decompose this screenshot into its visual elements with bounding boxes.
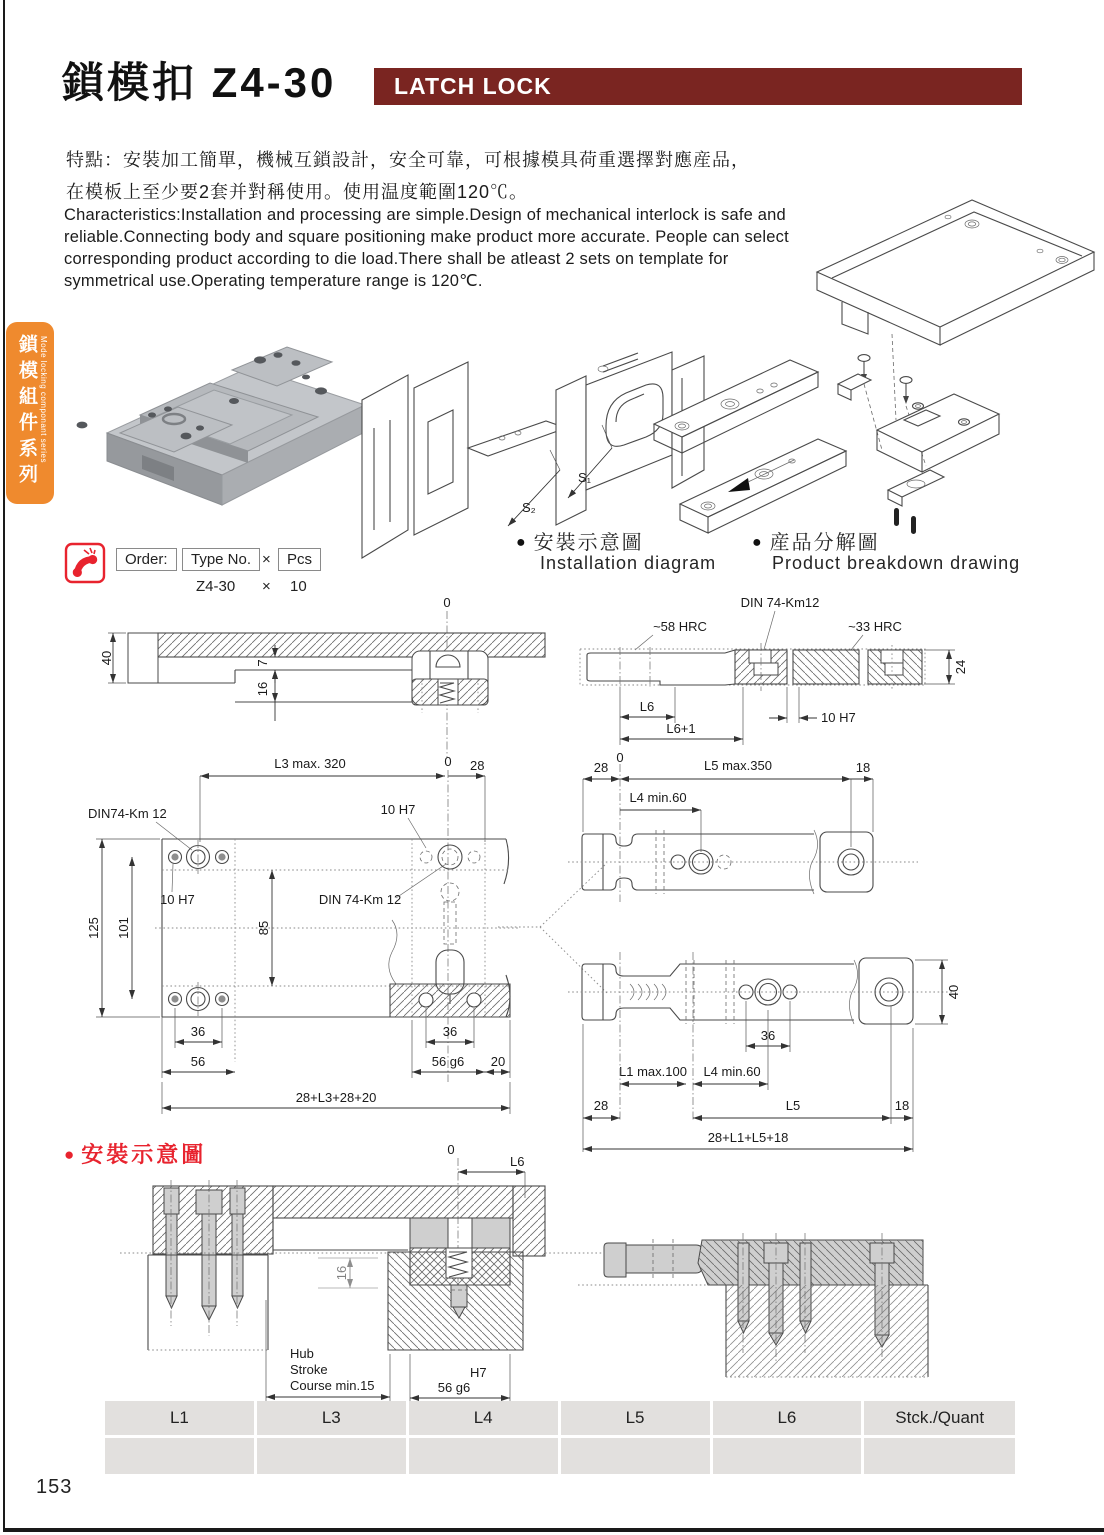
hole-cluster-bottom <box>169 982 229 1016</box>
svg-text:56 g6: 56 g6 <box>431 1054 465 1069</box>
svg-text:56 g6: 56 g6 <box>437 1380 471 1395</box>
phone-icon <box>64 542 106 584</box>
svg-text:101: 101 <box>116 917 131 939</box>
banner-latch-lock: LATCH LOCK <box>374 68 1022 105</box>
svg-text:28: 28 <box>593 760 609 775</box>
svg-text:10 H7: 10 H7 <box>380 802 416 817</box>
svg-text:10 H7: 10 H7 <box>160 892 195 907</box>
latch-lock-photo <box>77 347 366 505</box>
size-table-empty-row <box>105 1438 1015 1474</box>
page-bottom-rule <box>3 1528 1104 1532</box>
svg-text:36: 36 <box>760 1028 776 1043</box>
svg-text:28: 28 <box>470 758 485 773</box>
size-table <box>102 1398 1018 1477</box>
hatched-block2 <box>793 650 859 684</box>
sidebar-series-cn: 鎖模組件系列 <box>16 334 37 490</box>
svg-text:24: 24 <box>953 659 968 675</box>
bullet-icon: ● <box>64 1145 78 1164</box>
exploded-body <box>877 394 999 534</box>
col-l1: L1 <box>105 1401 254 1435</box>
svg-text:0: 0 <box>447 1142 455 1157</box>
caption-breakdown-cn: ● 産品分解圖 <box>752 532 880 554</box>
dim-b-l6 <box>620 687 675 723</box>
svg-text:L4 min.60: L4 min.60 <box>703 1064 761 1079</box>
labels-c <box>88 802 446 907</box>
svg-text:40: 40 <box>99 650 114 666</box>
col-l5: L5 <box>561 1401 710 1435</box>
page-title: 鎖模扣 Z4-30 <box>62 59 337 106</box>
bar-e <box>568 958 953 1024</box>
characteristics-en: Characteristics:Installation and processing are simple.Design of mechanical interlock is safe and reliable.Connecting body and square positioning make product more accurate. People can select corresponding product according to die load.There shall be atleast 2 sets on template for symmetrical use.Operating temperature range is 120℃. <box>64 206 789 290</box>
drawing-plan-left <box>60 752 565 1157</box>
type-no-label: Type No. <box>182 548 260 571</box>
lower-blocks <box>120 1252 603 1350</box>
lower-block-right <box>726 1285 928 1377</box>
caption-breakdown-en: Product breakdown drawing <box>772 553 1021 573</box>
drawing-plate-section <box>100 595 555 770</box>
times-sign: × <box>262 551 271 568</box>
product-photo <box>82 315 387 525</box>
hatched-block1 <box>735 643 787 691</box>
dim-e-total <box>583 1130 913 1149</box>
svg-text:H7: H7 <box>470 1365 487 1380</box>
latch-pocket <box>412 651 488 713</box>
dim-c-20 <box>485 1020 510 1078</box>
drawing-install-right <box>578 1185 1083 1400</box>
col-stock: Stck./Quant <box>864 1401 1015 1435</box>
pcs-value: 10 <box>290 578 307 595</box>
dim-c-85 <box>256 870 272 986</box>
page-left-rule <box>3 0 5 1531</box>
label-hrc58: ~58 HRC <box>653 619 707 634</box>
plate-outline <box>155 839 520 1062</box>
drawing-bar-section <box>565 593 1104 770</box>
svg-text:16: 16 <box>255 681 270 697</box>
svg-text:36: 36 <box>190 1024 206 1039</box>
svg-text:56: 56 <box>190 1054 206 1069</box>
caption-install-en: Installation diagram <box>540 553 717 573</box>
dim-c-total <box>162 1082 510 1114</box>
svg-text:7: 7 <box>255 659 270 667</box>
label-din: DIN 74-Km12 <box>740 595 820 610</box>
svg-text:28+L3+28+20: 28+L3+28+20 <box>295 1090 377 1105</box>
size-table-header-row <box>105 1401 1015 1435</box>
svg-text:28: 28 <box>593 1098 609 1113</box>
bullet-icon: ● <box>752 534 764 551</box>
order-label: Order: <box>116 548 177 571</box>
bar-profile <box>587 647 735 687</box>
svg-text:85: 85 <box>256 920 271 936</box>
dim-c-36-left <box>175 1008 222 1048</box>
svg-text:0: 0 <box>616 750 624 765</box>
dim-f-16 <box>318 1258 378 1288</box>
svg-text:L6: L6 <box>639 699 655 714</box>
svg-text:L6+1: L6+1 <box>666 721 696 736</box>
dim-s1: S₁ <box>578 470 592 485</box>
type-no-value: Z4-30 <box>196 578 236 595</box>
svg-text:10 H7: 10 H7 <box>821 710 856 725</box>
install-section-title: ● 安裝示意圖 <box>64 1142 207 1167</box>
dim-a-zero: 0 <box>443 595 451 610</box>
dim-d-top <box>583 750 873 902</box>
dim-s2: S₂ <box>522 500 536 515</box>
dim-b-24 <box>924 650 968 684</box>
svg-text:L6: L6 <box>510 1154 525 1169</box>
svg-text:L4 min.60: L4 min.60 <box>629 790 687 805</box>
label-hrc33: ~33 HRC <box>848 619 902 634</box>
drawing-latch-bars <box>558 752 1104 1164</box>
exploded-latch-bars <box>654 360 846 533</box>
dim-f-56 <box>410 1354 510 1402</box>
svg-text:L5: L5 <box>785 1098 801 1113</box>
svg-text:16: 16 <box>334 1265 349 1281</box>
page-number: 153 <box>36 1476 73 1498</box>
svg-text:DIN74-Km 12: DIN74-Km 12 <box>88 806 167 821</box>
hole-cluster-top <box>169 840 229 874</box>
svg-text:L5 max.350: L5 max.350 <box>704 758 772 773</box>
svg-text:40: 40 <box>946 984 961 1000</box>
col-l6: L6 <box>713 1401 862 1435</box>
bar-d <box>568 830 918 894</box>
svg-text:L3 max. 320: L3 max. 320 <box>274 756 346 771</box>
screws-left <box>164 1180 245 1336</box>
col-l4: L4 <box>409 1401 558 1435</box>
exploded-top-plate <box>817 200 1094 345</box>
hatched-block3 <box>868 645 922 689</box>
dim-c-101 <box>116 857 132 999</box>
features-cn-line1: 特點：安裝加工簡單，機械互鎖設計，安全可靠，可根據模具荷重選擇對應産品， <box>66 150 750 170</box>
sidebar-series-en: Mode locking componant series <box>39 336 48 464</box>
times-sign: × <box>262 578 271 595</box>
svg-text:Stroke: Stroke <box>290 1362 328 1377</box>
drawing-install-left <box>58 1140 603 1408</box>
svg-text:18: 18 <box>894 1098 910 1113</box>
svg-text:DIN 74-Km 12: DIN 74-Km 12 <box>318 892 402 907</box>
svg-text:Hub: Hub <box>290 1346 314 1361</box>
svg-text:28+L1+L5+18: 28+L1+L5+18 <box>707 1130 789 1145</box>
features-cn-line2: 在模板上至少要2套并對稱使用。使用温度範圍120℃。 <box>66 182 529 202</box>
breakdown-art <box>642 172 1104 562</box>
svg-text:125: 125 <box>86 917 101 939</box>
caption-install-cn: ● 安裝示意圖 <box>516 532 644 554</box>
sidebar-series-tab <box>6 322 54 504</box>
svg-text:L1 max.100: L1 max.100 <box>619 1064 687 1079</box>
dim-b-10h7 <box>769 687 856 725</box>
svg-text:18: 18 <box>855 760 871 775</box>
dim-f-hub <box>266 1300 390 1402</box>
dim-a-40 <box>99 633 126 683</box>
pcs-label: Pcs <box>278 548 321 571</box>
bullet-icon: ● <box>516 534 528 551</box>
col-l3: L3 <box>257 1401 406 1435</box>
svg-text:Course min.15: Course min.15 <box>290 1378 375 1393</box>
dim-a-16 <box>255 670 275 721</box>
svg-text:20: 20 <box>490 1054 506 1069</box>
svg-text:0: 0 <box>444 754 452 769</box>
dim-b-l6p1 <box>620 687 743 745</box>
svg-text:36: 36 <box>442 1024 458 1039</box>
